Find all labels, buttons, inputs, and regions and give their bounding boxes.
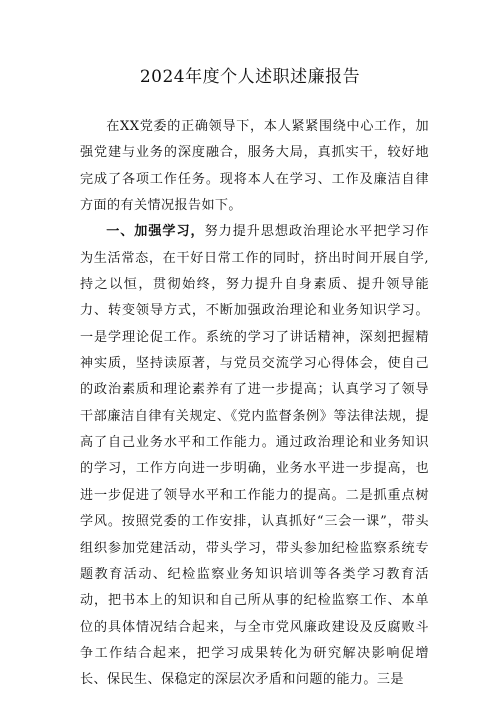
intro-paragraph [80, 114, 429, 219]
section-one-text: 努力提升思想政治理论水平把学习作为生活常态，在干好日常工作的同时，挤出时间开展自学,持之以恒，贯彻始终，努力提升自身素质、提升领导能力、转变领导方式，不断加强政治理论和业务知识学习。一是学理论促工作。系统的学习了讲话精神，深刻把握精神实质，坚持读原著，与党员交流学习心得体会，使自己的政治素质和理论素养有了进一步提高；认真学习了领导干部廉洁自律有关规定、《党内监督条例》等法律法规，提高了自己业务水平和工作能力。通过政治理论和业务知识的学习，工作方向进一步明确，业务水平进一步提高，也进一步促进了领导水平和工作能力的提高。二是抓重点树学风。按照党委的工作安排，认真抓好“三会一课”，带头组织参加党建活动，带头学习，带头参加纪检监察系统专题教育活动、纪检监察业务知识培训等各类学习教育活动，把书本上的知识和自己所从事的纪检监察工作、本单位的具体情况结合起来，与全市党风廉政建设及反腐败斗争工作结合起来，把学习成果转化为研究解决影响促增长、保民生、保稳定的深层次矛盾和问题的能力。三是 [80, 224, 429, 688]
section-one-paragraph [80, 219, 429, 693]
section-one-heading: 一、加强学习， [106, 224, 205, 240]
intro-paragraph-text: 在XX党委的正确领导下，本人紧紧围绕中心工作，加强党建与业务的深度融合，服务大局，真抓实干，较好地完成了各项工作任务。现将本人在学习、工作及廉洁自律方面的有关情况报告如下。 [80, 119, 429, 214]
document-title: 2024年度个人述职述廉报告 [139, 67, 361, 87]
document-body [80, 114, 429, 694]
